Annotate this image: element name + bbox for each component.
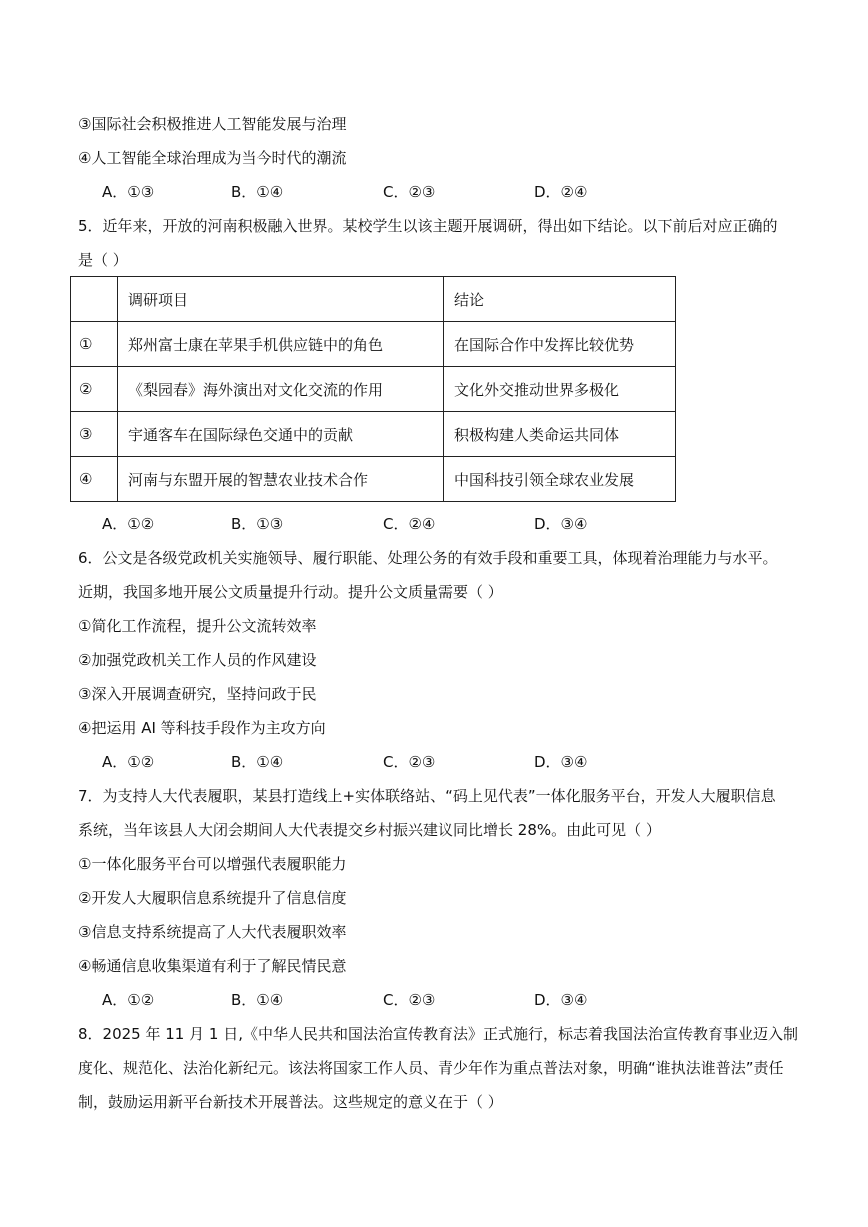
q5-option-a: A．①② <box>102 515 155 533</box>
q7-option-c: C．②③ <box>383 991 436 1009</box>
q7-option-a: A．①② <box>102 991 155 1009</box>
table-cell: 《梨园春》海外演出对文化交流的作用 <box>118 367 444 412</box>
q6-option-b: B．①④ <box>231 753 284 771</box>
q6-option-c: C．②③ <box>383 753 436 771</box>
q4-item-4: ④人工智能全球治理成为当今时代的潮流 <box>78 149 347 167</box>
q4-option-a: A．①③ <box>102 183 155 201</box>
q6-stem-line1: 6．公文是各级党政机关实施领导、履行职能、处理公务的有效手段和重要工具，体现着治理能力与水平。 <box>78 549 778 567</box>
table-header-cell: 结论 <box>444 277 676 322</box>
table-cell: 宇通客车在国际绿色交通中的贡献 <box>118 412 444 457</box>
q6-item-1: ①简化工作流程，提升公文流转效率 <box>78 617 317 635</box>
q7-stem-line2: 系统，当年该县人大闭会期间人大代表提交乡村振兴建议同比增长 28%。由此可见（ ） <box>78 821 661 839</box>
q6-stem-line2: 近期，我国多地开展公文质量提升行动。提升公文质量需要（ ） <box>78 583 503 601</box>
q6-item-4: ④把运用 AI 等科技手段作为主攻方向 <box>78 719 326 737</box>
q6-item-3: ③深入开展调查研究，坚持问政于民 <box>78 685 317 703</box>
table-cell: 河南与东盟开展的智慧农业技术合作 <box>118 457 444 502</box>
table-cell: 郑州富士康在苹果手机供应链中的角色 <box>118 322 444 367</box>
q6-item-2: ②加强党政机关工作人员的作风建设 <box>78 651 317 669</box>
q5-option-d: D．③④ <box>534 515 588 533</box>
table-header-row <box>71 277 676 322</box>
table-cell: ③ <box>71 412 118 457</box>
q8-stem-line3: 制，鼓励运用新平台新技术开展普法。这些规定的意义在于（ ） <box>78 1093 503 1111</box>
table-row <box>71 412 676 457</box>
table-cell: 文化外交推动世界多极化 <box>444 367 676 412</box>
q7-item-2: ②开发人大履职信息系统提升了信息信度 <box>78 889 347 907</box>
q8-stem-line1: 8．2025 年 11 月 1 日,《中华人民共和国法治宣传教育法》正式施行，标志着我国法治宣传教育事业迈入制 <box>78 1025 798 1043</box>
table-cell: ④ <box>71 457 118 502</box>
q7-option-b: B．①④ <box>231 991 284 1009</box>
table-header-cell <box>71 277 118 322</box>
table-cell: 在国际合作中发挥比较优势 <box>444 322 676 367</box>
q7-option-d: D．③④ <box>534 991 588 1009</box>
table-row <box>71 322 676 367</box>
q5-table <box>70 276 676 502</box>
table-header-cell: 调研项目 <box>118 277 444 322</box>
q5-option-c: C．②④ <box>383 515 436 533</box>
table-row <box>71 367 676 412</box>
q7-item-3: ③信息支持系统提高了人大代表履职效率 <box>78 923 347 941</box>
q8-stem-line2: 度化、规范化、法治化新纪元。该法将国家工作人员、青少年作为重点普法对象，明确“谁执法谁普法”责任 <box>78 1059 784 1077</box>
q7-item-1: ①一体化服务平台可以增强代表履职能力 <box>78 855 347 873</box>
q4-item-3: ③国际社会积极推进人工智能发展与治理 <box>78 115 347 133</box>
q5-stem-line2: 是（ ） <box>78 251 128 269</box>
q4-option-c: C．②③ <box>383 183 436 201</box>
q7-stem-line1: 7．为支持人大代表履职，某县打造线上+实体联络站、“码上见代表”一体化服务平台，开发人大履职信息 <box>78 787 776 805</box>
q7-item-4: ④畅通信息收集渠道有利于了解民情民意 <box>78 957 347 975</box>
q6-option-a: A．①② <box>102 753 155 771</box>
q5-option-b: B．①③ <box>231 515 284 533</box>
q5-stem-line1: 5．近年来，开放的河南积极融入世界。某校学生以该主题开展调研，得出如下结论。以下前后对应正确的 <box>78 217 778 235</box>
q6-option-d: D．③④ <box>534 753 588 771</box>
q4-option-b: B．①④ <box>231 183 284 201</box>
table-cell: ② <box>71 367 118 412</box>
table-cell: ① <box>71 322 118 367</box>
q4-option-d: D．②④ <box>534 183 588 201</box>
table-cell: 中国科技引领全球农业发展 <box>444 457 676 502</box>
table-row <box>71 457 676 502</box>
table-cell: 积极构建人类命运共同体 <box>444 412 676 457</box>
